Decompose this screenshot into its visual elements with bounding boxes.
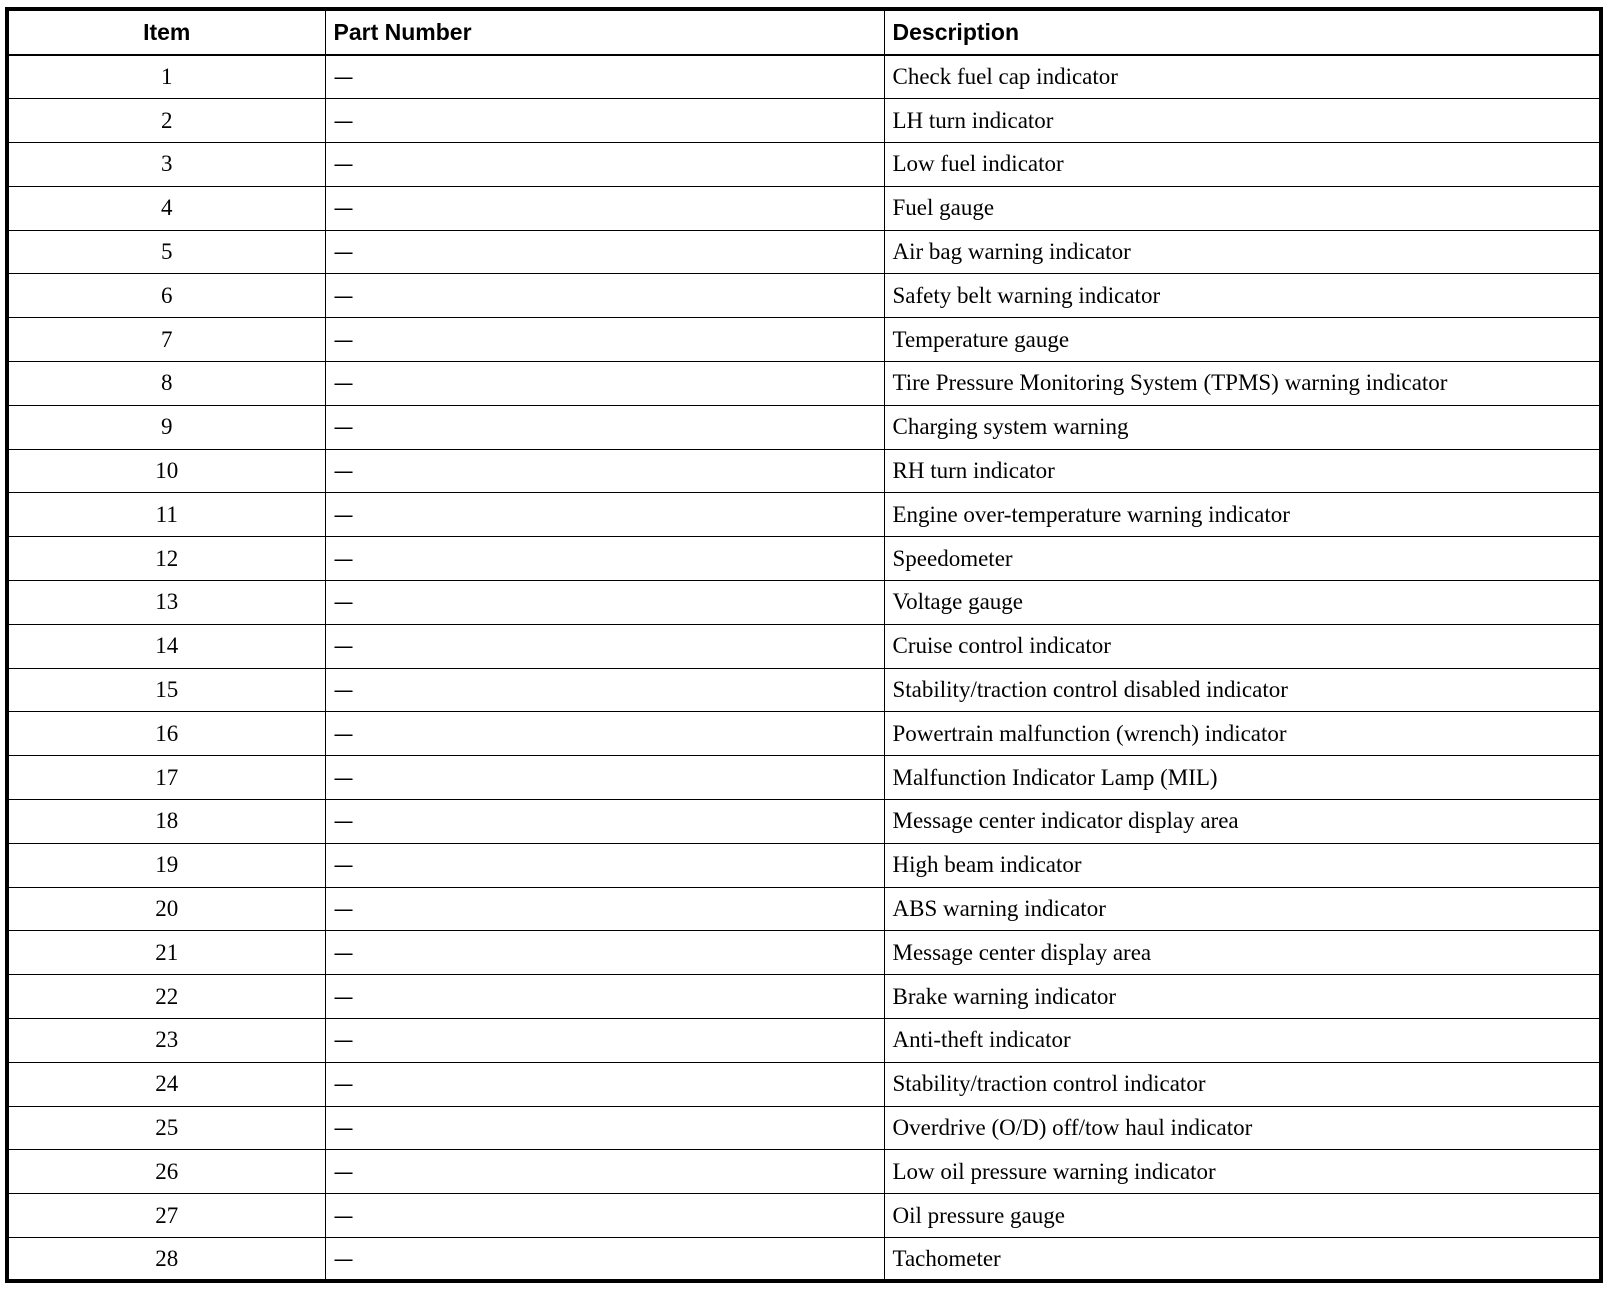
part-number-cell: — xyxy=(325,712,884,756)
description-cell: High beam indicator xyxy=(884,843,1601,887)
part-number-cell: — xyxy=(325,274,884,318)
part-number-cell: — xyxy=(325,405,884,449)
part-number-cell: — xyxy=(325,1019,884,1063)
item-number-cell: 16 xyxy=(7,712,325,756)
part-number-cell: — xyxy=(325,99,884,143)
item-number-cell: 25 xyxy=(7,1106,325,1150)
description-cell: Tire Pressure Monitoring System (TPMS) warning indicator xyxy=(884,362,1601,406)
part-number-cell: — xyxy=(325,624,884,668)
description-cell: Charging system warning xyxy=(884,405,1601,449)
item-number-cell: 6 xyxy=(7,274,325,318)
part-number-cell: — xyxy=(325,493,884,537)
item-number-cell: 10 xyxy=(7,449,325,493)
description-cell: LH turn indicator xyxy=(884,99,1601,143)
header-description: Description xyxy=(884,9,1601,55)
part-number-cell: — xyxy=(325,537,884,581)
description-cell: Oil pressure gauge xyxy=(884,1194,1601,1238)
item-number-cell: 27 xyxy=(7,1194,325,1238)
table-row xyxy=(7,843,1601,887)
item-number-cell: 21 xyxy=(7,931,325,975)
part-number-cell: — xyxy=(325,1106,884,1150)
item-number-cell: 12 xyxy=(7,537,325,581)
part-number-cell: — xyxy=(325,55,884,99)
description-cell: RH turn indicator xyxy=(884,449,1601,493)
part-number-cell: — xyxy=(325,186,884,230)
table-row xyxy=(7,55,1601,99)
part-number-cell: — xyxy=(325,1238,884,1282)
item-number-cell: 14 xyxy=(7,624,325,668)
part-number-cell: — xyxy=(325,843,884,887)
table-row xyxy=(7,274,1601,318)
description-cell: Low oil pressure warning indicator xyxy=(884,1150,1601,1194)
item-number-cell: 20 xyxy=(7,887,325,931)
description-cell: Engine over-temperature warning indicator xyxy=(884,493,1601,537)
item-number-cell: 28 xyxy=(7,1238,325,1282)
description-cell: Speedometer xyxy=(884,537,1601,581)
item-number-cell: 7 xyxy=(7,318,325,362)
item-number-cell: 17 xyxy=(7,756,325,800)
item-number-cell: 19 xyxy=(7,843,325,887)
table-row xyxy=(7,449,1601,493)
item-number-cell: 5 xyxy=(7,230,325,274)
table-row xyxy=(7,712,1601,756)
table-row xyxy=(7,975,1601,1019)
table-row xyxy=(7,668,1601,712)
table-body xyxy=(7,55,1601,1281)
description-cell: Powertrain malfunction (wrench) indicator xyxy=(884,712,1601,756)
description-cell: Tachometer xyxy=(884,1238,1601,1282)
part-number-cell: — xyxy=(325,1062,884,1106)
part-number-cell: — xyxy=(325,668,884,712)
description-cell: Message center display area xyxy=(884,931,1601,975)
description-cell: Malfunction Indicator Lamp (MIL) xyxy=(884,756,1601,800)
parts-table xyxy=(5,7,1603,1283)
description-cell: Air bag warning indicator xyxy=(884,230,1601,274)
part-number-cell: — xyxy=(325,581,884,625)
table-row xyxy=(7,230,1601,274)
table-row xyxy=(7,624,1601,668)
header-item: Item xyxy=(7,9,325,55)
item-number-cell: 11 xyxy=(7,493,325,537)
part-number-cell: — xyxy=(325,318,884,362)
table-row xyxy=(7,405,1601,449)
table-row xyxy=(7,493,1601,537)
description-cell: Check fuel cap indicator xyxy=(884,55,1601,99)
header-row xyxy=(7,9,1601,55)
table-header xyxy=(7,9,1601,55)
item-number-cell: 4 xyxy=(7,186,325,230)
item-number-cell: 3 xyxy=(7,143,325,187)
description-cell: Overdrive (O/D) off/tow haul indicator xyxy=(884,1106,1601,1150)
part-number-cell: — xyxy=(325,756,884,800)
header-part-number: Part Number xyxy=(325,9,884,55)
part-number-cell: — xyxy=(325,1150,884,1194)
description-cell: Stability/traction control disabled indicator xyxy=(884,668,1601,712)
table-row xyxy=(7,800,1601,844)
description-cell: Temperature gauge xyxy=(884,318,1601,362)
table-row xyxy=(7,99,1601,143)
table-row xyxy=(7,1062,1601,1106)
item-number-cell: 13 xyxy=(7,581,325,625)
table-row xyxy=(7,1019,1601,1063)
table-row xyxy=(7,186,1601,230)
item-number-cell: 23 xyxy=(7,1019,325,1063)
description-cell: Low fuel indicator xyxy=(884,143,1601,187)
table-row xyxy=(7,143,1601,187)
description-cell: Stability/traction control indicator xyxy=(884,1062,1601,1106)
table-row xyxy=(7,362,1601,406)
description-cell: Voltage gauge xyxy=(884,581,1601,625)
part-number-cell: — xyxy=(325,362,884,406)
part-number-cell: — xyxy=(325,887,884,931)
item-number-cell: 15 xyxy=(7,668,325,712)
table-row xyxy=(7,1150,1601,1194)
table-row xyxy=(7,581,1601,625)
table-row xyxy=(7,537,1601,581)
description-cell: Safety belt warning indicator xyxy=(884,274,1601,318)
part-number-cell: — xyxy=(325,230,884,274)
item-number-cell: 22 xyxy=(7,975,325,1019)
table-row xyxy=(7,1238,1601,1282)
table-row xyxy=(7,318,1601,362)
part-number-cell: — xyxy=(325,143,884,187)
part-number-cell: — xyxy=(325,800,884,844)
description-cell: ABS warning indicator xyxy=(884,887,1601,931)
item-number-cell: 9 xyxy=(7,405,325,449)
description-cell: Message center indicator display area xyxy=(884,800,1601,844)
part-number-cell: — xyxy=(325,449,884,493)
table-row xyxy=(7,756,1601,800)
part-number-cell: — xyxy=(325,975,884,1019)
item-number-cell: 18 xyxy=(7,800,325,844)
item-number-cell: 26 xyxy=(7,1150,325,1194)
description-cell: Anti-theft indicator xyxy=(884,1019,1601,1063)
part-number-cell: — xyxy=(325,931,884,975)
table-row xyxy=(7,1194,1601,1238)
table-row xyxy=(7,931,1601,975)
item-number-cell: 2 xyxy=(7,99,325,143)
description-cell: Brake warning indicator xyxy=(884,975,1601,1019)
item-number-cell: 24 xyxy=(7,1062,325,1106)
description-cell: Fuel gauge xyxy=(884,186,1601,230)
table-row xyxy=(7,1106,1601,1150)
description-cell: Cruise control indicator xyxy=(884,624,1601,668)
item-number-cell: 1 xyxy=(7,55,325,99)
table-row xyxy=(7,887,1601,931)
item-number-cell: 8 xyxy=(7,362,325,406)
part-number-cell: — xyxy=(325,1194,884,1238)
